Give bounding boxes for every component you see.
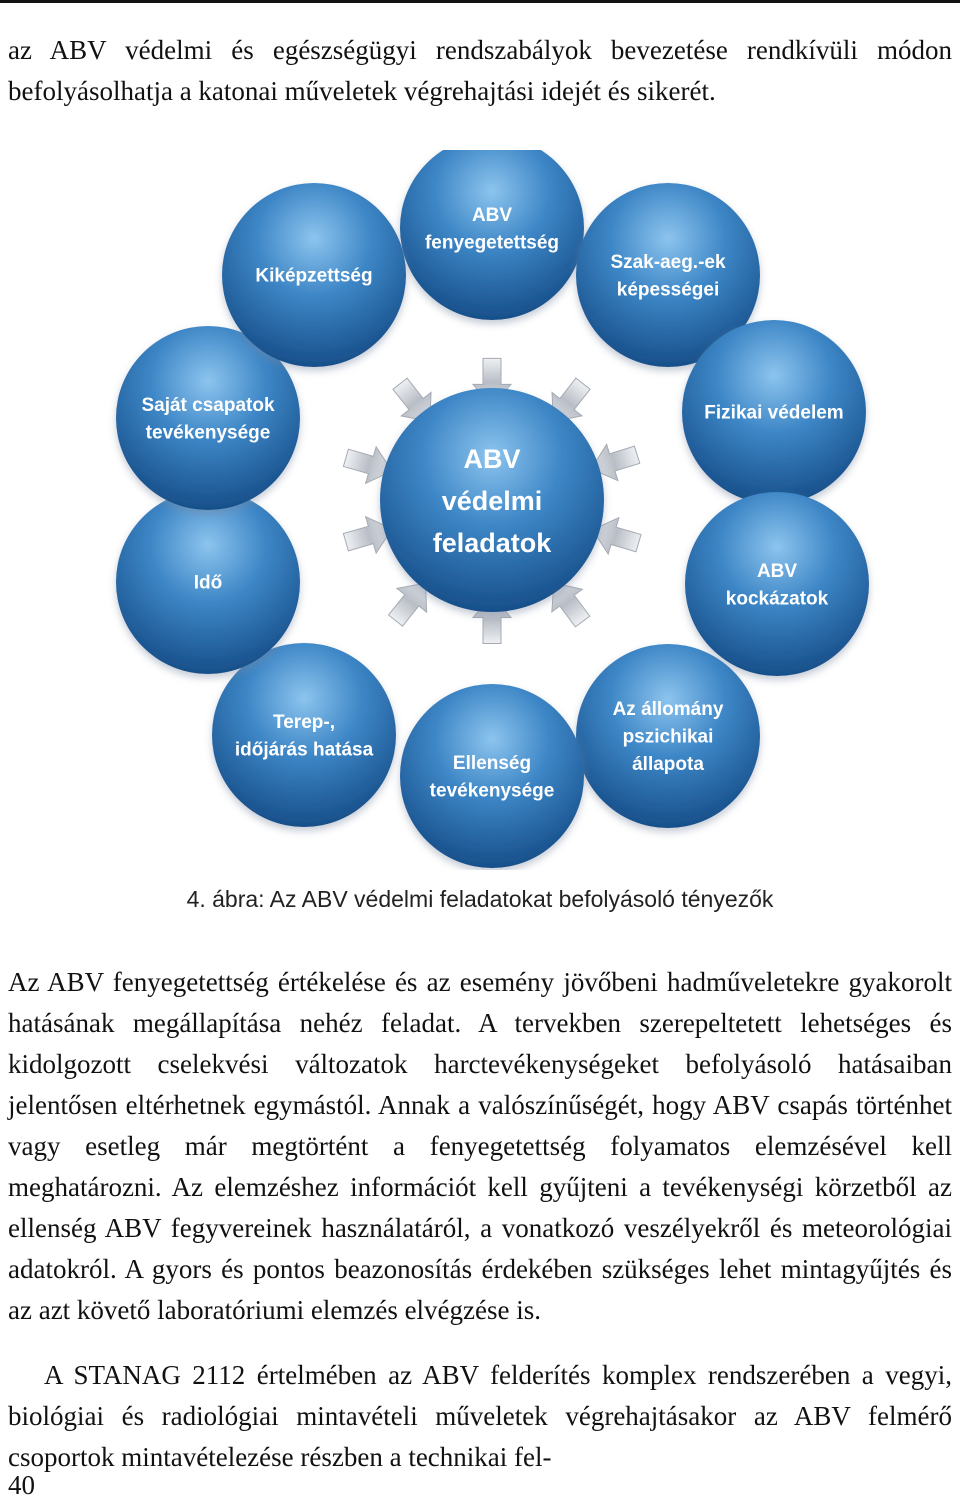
node-label: képességei xyxy=(616,279,720,301)
node-label: Saját csapatok xyxy=(141,394,275,416)
node-label: ABV xyxy=(471,204,513,226)
node-label: Idő xyxy=(193,572,223,594)
node-center xyxy=(380,388,604,612)
node-kikepzettseg xyxy=(222,183,406,367)
node-label: pszichikai xyxy=(622,726,714,748)
node-label: Kiképzettség xyxy=(255,265,373,287)
node-label: kockázatok xyxy=(725,588,829,610)
node-label: Az állomány xyxy=(612,699,724,721)
figure-caption: 4. ábra: Az ABV védelmi feladatokat befolyásoló tényezők xyxy=(186,886,774,912)
node-ido xyxy=(116,490,300,674)
body-paragraph: Az ABV fenyegetettség értékelése és az esemény jövőbeni hadműveletekre gyakorolt hatásának megállapítása nehéz feladat. A tervekben szerepeltetett lehetséges és kidolgozott cselekvési változatok harctevékenységeket befolyásoló hatásaiban jelentősen eltérhetnek egymástól. Annak a valószínűségét, hogy ABV csapás történhet vagy esetleg már megtörtént a fenyegetettség folyamatos elemzésével kell meghatározni. Az elemzéshez információt kell gyűjteni a tevékenységi körzetből az ellenség ABV fegyvereinek használatáról, a vonatkozó veszélyekről és meteorológiai adatokról. A gyors és pontos beazonosítás érdekében szükséges lehet mintagyűjtés és az azt követő laboratóriumi elemzés elvégzése is. xyxy=(8,967,952,1325)
node-label: állapota xyxy=(632,754,704,776)
node-label: Terep-, xyxy=(273,711,335,733)
node-terep xyxy=(212,643,396,827)
node-kockazatok xyxy=(685,492,869,676)
center-label: védelmi xyxy=(441,486,543,516)
node-fizikai-vedelem xyxy=(682,320,866,504)
page-number: 40 xyxy=(8,1470,35,1500)
node-label: fenyegetettség xyxy=(424,232,560,254)
node-label: ABV xyxy=(756,560,798,582)
factors-diagram xyxy=(80,150,880,870)
body-paragraph-2: A STANAG 2112 értelmében az ABV felderítés komplex rendszerében a vegyi, biológiai és radiológiai mintavételi műveletek végrehajtásakor az ABV felmérő csoportok mintavételezése részben a technikai fel- xyxy=(8,1360,952,1472)
intro-paragraph: az ABV védelmi és egészségügyi rendszabályok bevezetése rendkívüli módon befolyásolhatja a katonai műveletek végrehajtási idejét és sikerét. xyxy=(8,35,952,106)
top-rule xyxy=(0,0,960,3)
node-label: tevékenysége xyxy=(145,422,271,444)
center-label: feladatok xyxy=(432,528,552,558)
node-allomany xyxy=(576,644,760,828)
node-label: Ellenség xyxy=(452,752,532,774)
node-label: Szak-aeg.-ek xyxy=(610,251,726,273)
node-label: Fizikai védelem xyxy=(704,402,844,424)
node-label: tevékenysége xyxy=(429,780,555,802)
node-fenyegetettseg xyxy=(400,150,584,320)
center-label: ABV xyxy=(463,444,521,474)
node-ellenseg xyxy=(400,684,584,868)
node-label: időjárás hatása xyxy=(234,739,374,761)
